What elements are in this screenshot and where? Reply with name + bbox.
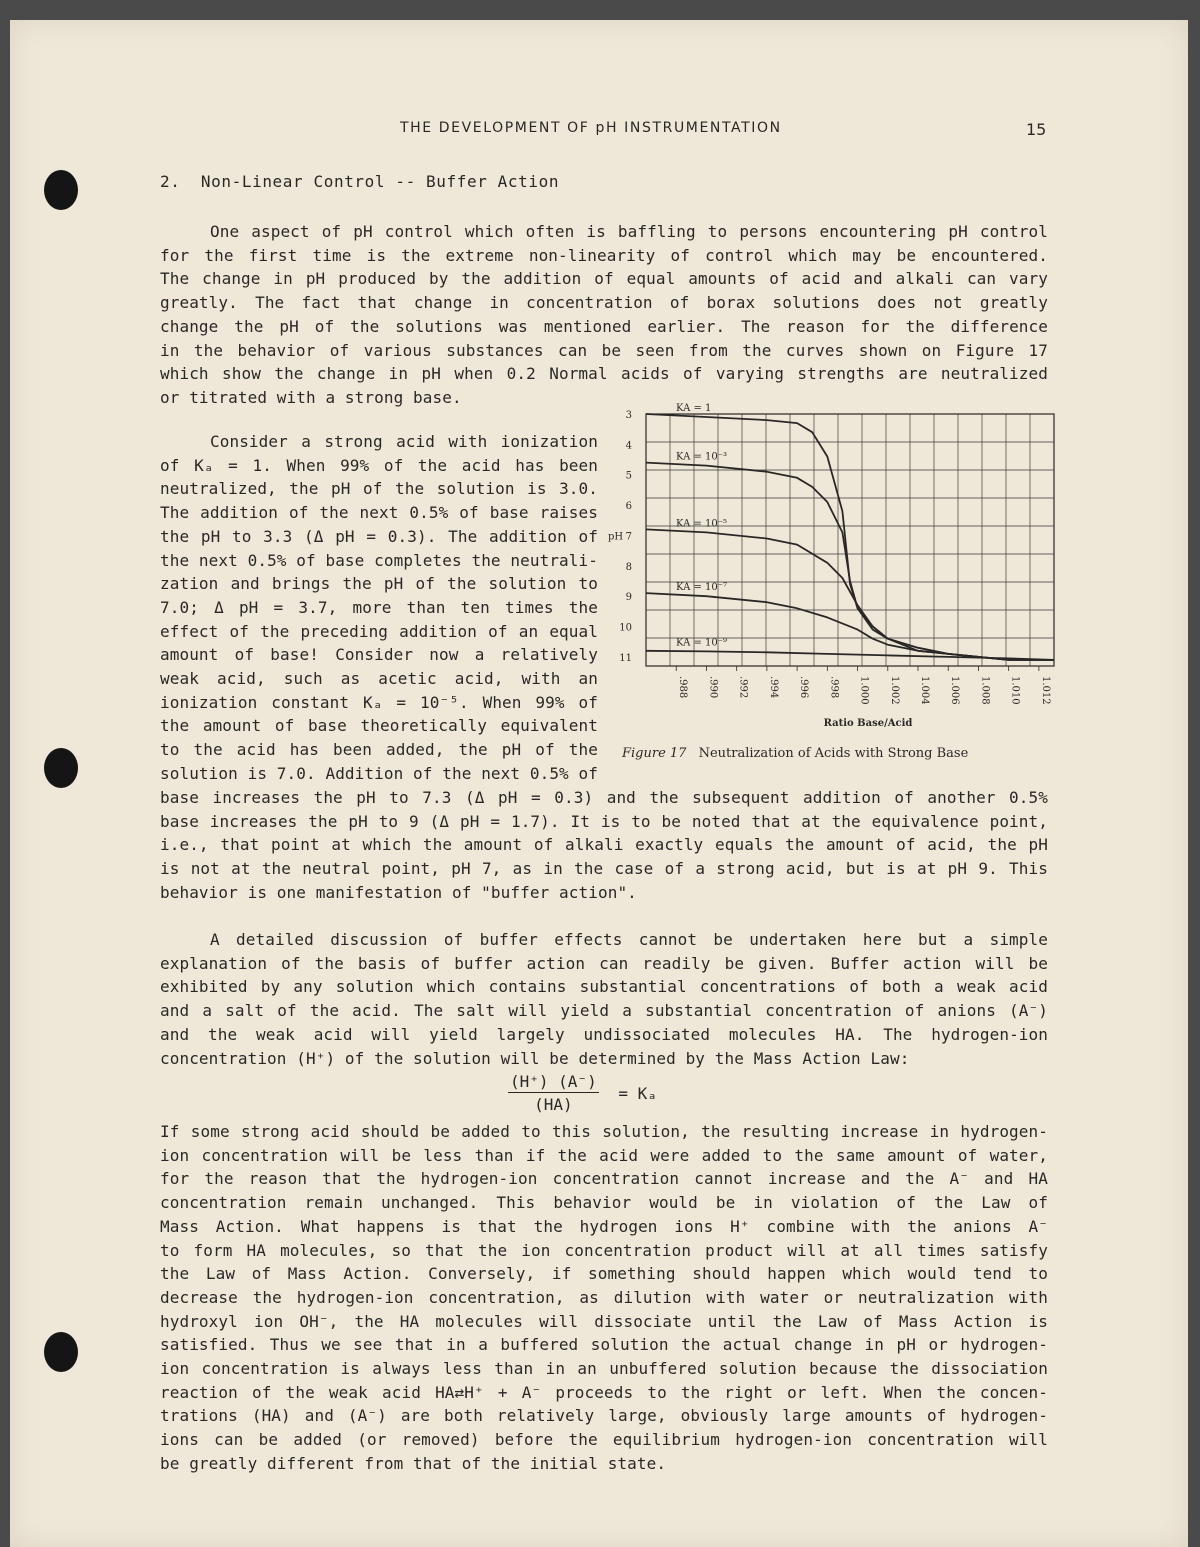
y-tick-label: 8 [625, 561, 632, 573]
text-line: to the acid has been added, the pH of the [160, 740, 598, 760]
series-label: KA = 10⁻⁵ [676, 518, 728, 530]
text-line: for the first time is the extreme non-linearity of control which may be encountered. [160, 245, 1048, 265]
formula-fraction [508, 1072, 599, 1114]
text-line: be greatly different from that of the initial state. [160, 1453, 667, 1473]
text-line: base increases the pH to 9 (Δ pH = 1.7). It is to be noted that at the equivalence point, [160, 811, 1048, 831]
text-line: trations (HA) and (A⁻) are both relatively large, obviously large amounts of hydrogen- [160, 1406, 1048, 1426]
text-line: in the behavior of various substances can be seen from the curves shown on Figure 17 [160, 340, 1048, 360]
y-tick-label: 5 [625, 470, 632, 482]
chart-svg [600, 403, 1060, 740]
text-line: Consider a strong acid with ionization [210, 432, 598, 451]
figure-caption-text: Neutralization of Acids with Strong Base [698, 746, 969, 761]
page-number: 15 [1026, 120, 1047, 139]
y-axis-label: pH [608, 531, 624, 543]
text-line: is not at the neutral point, pH 7, as in the case of a strong acid, but is at pH 9. This [160, 859, 1048, 879]
series-label: KA = 10⁻³ [676, 451, 728, 463]
text-line: to form HA molecules, so that the ion concentration product will at all times satisfy [160, 1240, 1048, 1260]
text-line: 7.0; Δ pH = 3.7, more than ten times the [160, 597, 598, 617]
series-line [646, 463, 1054, 660]
formula-denominator: (HA) [534, 1095, 573, 1114]
text-line: the amount of base theoretically equivalent [160, 716, 598, 736]
y-tick-label: 7 [625, 531, 632, 543]
text-line: greatly. The fact that change in concentration of borax solutions does not greatly [160, 293, 1048, 313]
x-tick-label: 1.000 [858, 676, 870, 705]
text-line: or titrated with a strong base. [160, 387, 462, 407]
figure-17-chart [600, 403, 1060, 770]
text-line: solution is 7.0. Addition of the next 0.5% of [160, 763, 598, 783]
series-line [646, 593, 1054, 660]
x-tick-label: .992 [737, 676, 749, 699]
x-tick-label: 1.004 [919, 676, 930, 705]
formula-numerator: (H⁺) (A⁻) [510, 1072, 597, 1091]
text-line: of Kₐ = 1. When 99% of the acid has been [160, 455, 598, 475]
y-tick-label: 3 [625, 410, 632, 421]
punch-hole [44, 170, 78, 210]
series-label: KA = 1 [676, 403, 712, 415]
text-line: zation and brings the pH of the solution to [160, 574, 598, 594]
x-tick-label: 1.008 [979, 676, 991, 705]
y-tick-label: 11 [619, 652, 632, 664]
figure-caption [622, 746, 968, 761]
text-line: decrease the hydrogen-ion concentration, as dilution with water or neutralization with [160, 1287, 1048, 1307]
x-tick-label: .988 [677, 676, 689, 699]
text-line: exhibited by any solution which contains substantial concentrations of both a weak acid [160, 977, 1048, 997]
y-tick-label: 6 [625, 501, 632, 513]
text-line: the pH to 3.3 (Δ pH = 0.3). The addition of [160, 526, 598, 546]
series-label: KA = 10⁻⁹ [676, 637, 728, 649]
text-line: i.e., that point at which the amount of alkali exactly equals the amount of acid, the pH [160, 835, 1048, 855]
x-tick-label: 1.012 [1039, 676, 1051, 705]
y-tick-label: 10 [619, 622, 632, 634]
x-tick-label: .996 [798, 676, 810, 699]
paragraph-2-full [160, 786, 1048, 905]
text-line: reaction of the weak acid HA⇄H⁺ + A⁻ proceeds to the right or left. When the concen- [160, 1382, 1048, 1402]
text-line: ionization constant Kₐ = 10⁻⁵. When 99% of [160, 692, 598, 712]
y-tick-label: 9 [625, 592, 632, 604]
text-line: explanation of the basis of buffer action can readily be given. Buffer action will be [160, 953, 1048, 973]
series-line [646, 651, 1054, 660]
text-line: base increases the pH to 7.3 (Δ pH = 0.3) and the subsequent addition of another 0.5% [160, 788, 1048, 807]
y-tick-label: 4 [625, 440, 632, 452]
paragraph-3 [160, 928, 1048, 1070]
x-tick-label: 1.010 [1009, 676, 1021, 705]
text-line: neutralized, the pH of the solution is 3.0. [160, 479, 598, 499]
text-line: The addition of the next 0.5% of base raises [160, 503, 598, 523]
text-line: for the reason that the hydrogen-ion concentration cannot increase and the A⁻ and HA [160, 1169, 1048, 1189]
text-line: and a salt of the acid. The salt will yield a substantial concentration of anions (A⁻) [160, 1001, 1048, 1021]
paragraph-1 [160, 220, 1048, 410]
text-line: effect of the preceding addition of an equal [160, 621, 598, 641]
paragraph-2-left [160, 430, 598, 786]
text-line: ions can be added (or removed) before the equilibrium hydrogen-ion concentration will [160, 1430, 1048, 1450]
text-line: behavior is one manifestation of "buffer action". [160, 882, 637, 902]
x-tick-label: .990 [707, 676, 719, 699]
x-tick-label: 1.006 [949, 676, 961, 705]
x-tick-label: .998 [828, 676, 840, 699]
text-line: concentration remain unchanged. This behavior would be in violation of the Law of [160, 1193, 1048, 1213]
text-line: change the pH of the solutions was mentioned earlier. The reason for the difference [160, 316, 1048, 336]
text-line: A detailed discussion of buffer effects cannot be undertaken here but a simple [210, 930, 1048, 949]
punch-hole [44, 1332, 78, 1372]
text-line: ion concentration is always less than in an unbuffered solution because the dissociation [160, 1359, 1048, 1379]
text-line: the Law of Mass Action. Conversely, if something should happen which would tend to [160, 1264, 1048, 1284]
text-line: If some strong acid should be added to this solution, the resulting increase in hydrogen- [160, 1122, 1048, 1141]
text-line: hydroxyl ion OH⁻, the HA molecules will dissociate until the Law of Mass Action is [160, 1311, 1048, 1331]
text-line: the next 0.5% of base completes the neutrali- [160, 550, 598, 570]
formula-rhs: = Kₐ [618, 1083, 657, 1103]
section-heading: 2. Non-Linear Control -- Buffer Action [160, 172, 560, 191]
figure-label: Figure 17 [622, 746, 687, 761]
paragraph-4 [160, 1120, 1048, 1476]
running-title: THE DEVELOPMENT OF pH INSTRUMENTATION [400, 120, 782, 136]
text-line: and the weak acid will yield largely undissociated molecules HA. The hydrogen-ion [160, 1024, 1048, 1044]
mass-action-formula [508, 1072, 657, 1114]
text-line: weak acid, such as acetic acid, with an [160, 669, 598, 689]
text-line: amount of base! Consider now a relatively [160, 645, 598, 665]
text-line: The change in pH produced by the addition of equal amounts of acid and alkali can vary [160, 269, 1048, 289]
text-line: which show the change in pH when 0.2 Normal acids of varying strengths are neutralized [160, 364, 1048, 384]
text-line: Mass Action. What happens is that the hydrogen ions H⁺ combine with the anions A⁻ [160, 1216, 1048, 1236]
punch-hole [44, 748, 78, 788]
series-label: KA = 10⁻⁷ [676, 582, 728, 594]
text-line: satisfied. Thus we see that in a buffered solution the actual change in pH or hydrogen- [160, 1335, 1048, 1355]
x-tick-label: .994 [767, 676, 779, 699]
text-line: concentration (H⁺) of the solution will be determined by the Mass Action Law: [160, 1048, 910, 1068]
text-line: ion concentration will be less than if the acid were added to the same amount of water, [160, 1145, 1048, 1165]
text-line: One aspect of pH control which often is baffling to persons encountering pH control [210, 222, 1048, 241]
x-tick-label: 1.002 [888, 676, 900, 705]
x-axis-label: Ratio Base/Acid [823, 718, 913, 729]
